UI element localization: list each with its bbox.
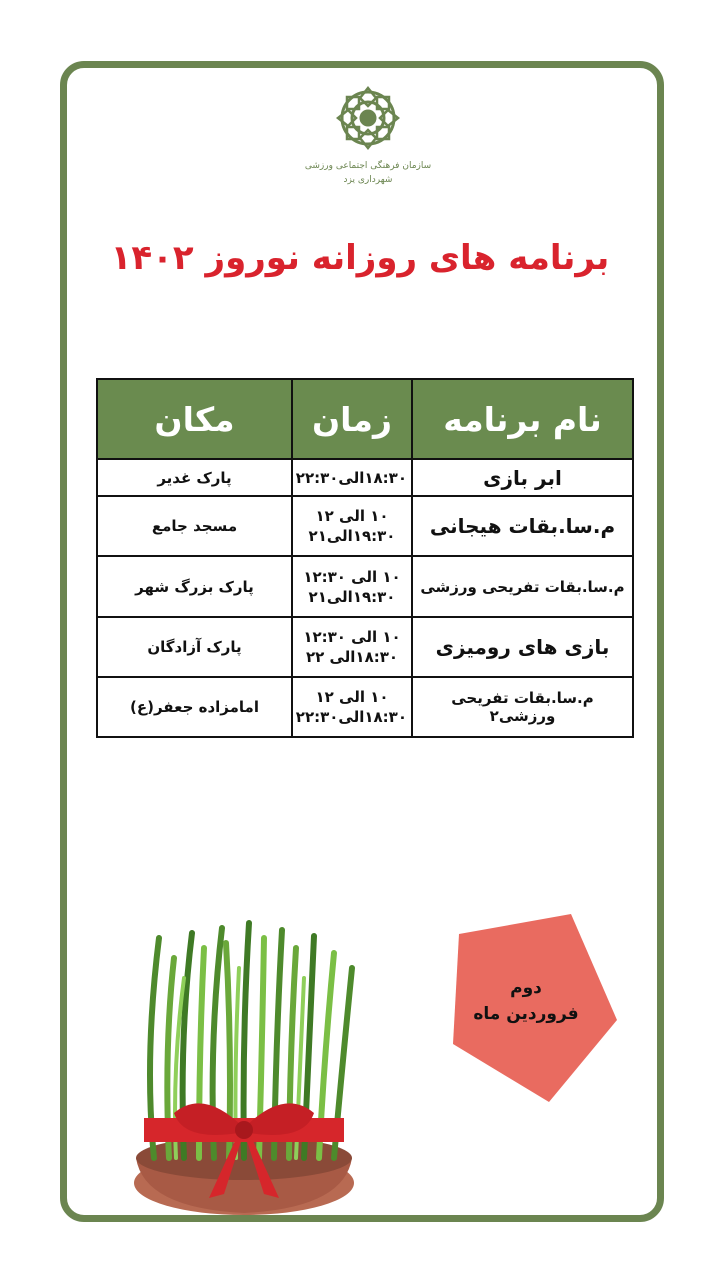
time-line-2: ۱۸:۳۰الی۲۲:۳۰	[295, 707, 407, 726]
page-title: برنامه های روزانه نوروز ۱۴۰۲	[110, 238, 610, 278]
time-line-1: ۱۸:۳۰الی۲۲:۳۰	[295, 468, 407, 487]
time-line-1: ۱۰ الی ۱۲:۳۰	[303, 627, 401, 646]
time-line-1: ۱۰ الی ۱۲:۳۰	[303, 567, 401, 586]
header-time: زمان	[292, 379, 412, 459]
program-name: ابر بازی	[412, 459, 633, 496]
program-time	[292, 459, 412, 496]
program-name: بازی های رومیزی	[412, 617, 633, 677]
org-name-line1: سازمان فرهنگی اجتماعی ورزشی	[304, 161, 432, 171]
program-time	[292, 496, 412, 556]
badge-day: دوم	[510, 978, 542, 998]
table-row	[97, 459, 633, 496]
time-line-1: ۱۰ الی ۱۲	[315, 687, 389, 706]
program-time	[292, 556, 412, 616]
table-row	[97, 677, 633, 737]
sabzeh-grass-illustration	[114, 918, 374, 1218]
date-badge	[441, 975, 611, 1027]
program-time	[292, 617, 412, 677]
program-location: پارک آزادگان	[97, 617, 292, 677]
program-name: م.سا.بقات تفریحی ورزشی	[412, 556, 633, 616]
time-line-2: ۱۹:۳۰الی۲۱	[308, 527, 396, 546]
program-time	[292, 677, 412, 737]
time-line-1: ۱۰ الی ۱۲	[315, 507, 389, 526]
org-logo	[304, 86, 432, 196]
badge-month: فروردین ماه	[473, 1004, 579, 1024]
program-name: م.سا.بقات تفریحی ورزشی۲	[412, 677, 633, 737]
program-location: پارک غدیر	[97, 459, 292, 496]
org-name-line2: شهرداری یزد	[343, 175, 393, 185]
time-line-2: ۱۸:۳۰الی ۲۲	[305, 647, 399, 666]
program-name: م.سا.بقات هیجانی	[412, 496, 633, 556]
header-program: نام برنامه	[412, 379, 633, 459]
program-location: مسجد جامع	[97, 496, 292, 556]
table-row	[97, 556, 633, 616]
header-location: مکان	[97, 379, 292, 459]
schedule-table	[96, 378, 634, 738]
program-location: پارک بزرگ شهر	[97, 556, 292, 616]
table-row	[97, 496, 633, 556]
table-row	[97, 617, 633, 677]
time-line-2: ۱۹:۳۰الی۲۱	[308, 587, 396, 606]
program-location: امامزاده جعفر(ع)	[97, 677, 292, 737]
table-header-row	[97, 379, 633, 459]
